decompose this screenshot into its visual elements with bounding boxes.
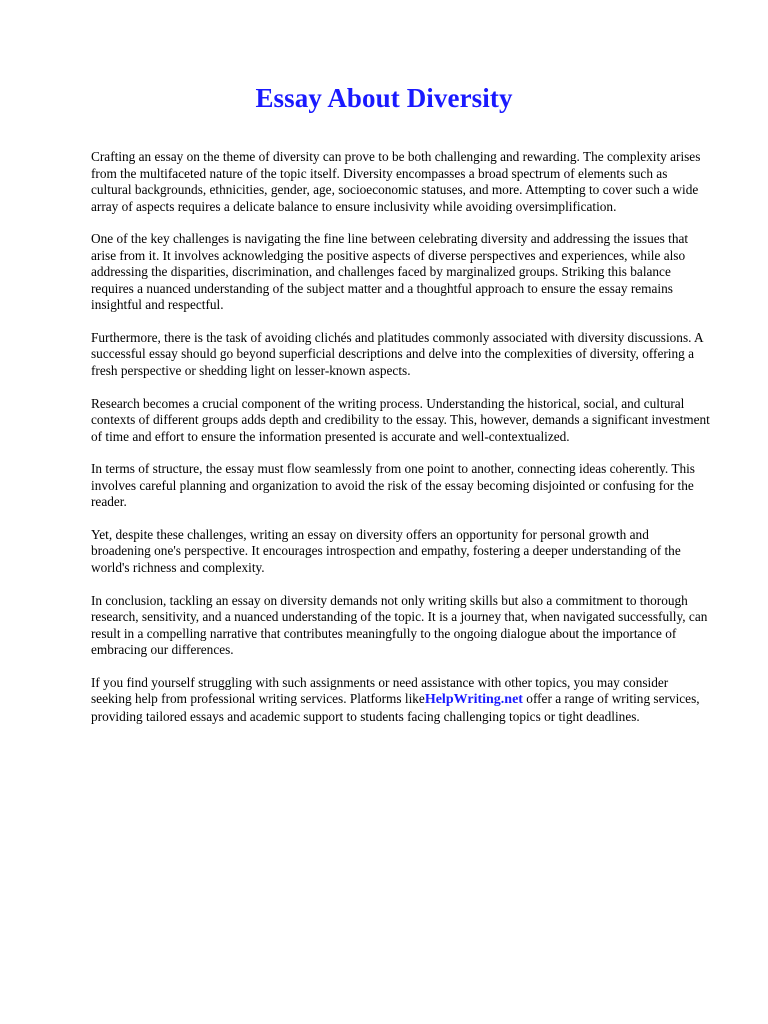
helpwriting-link[interactable]: HelpWriting.net [424,692,523,708]
paragraph-closing [91,675,711,726]
closing-text-before-link: If you find yourself struggling with such assignments or need assistance with other topics, you may consider seeking help from professional writing services. Platforms like [91,674,669,707]
document-title: Essay About Diversity [255,83,513,113]
paragraph-5: In terms of structure, the essay must flow seamlessly from one point to another, connecting ideas coherently. This involves careful planning and organization to avoid the risk of the essay becoming disjointed or confusing for the reader. [91,461,695,510]
paragraph-4: Research becomes a crucial component of the writing process. Understanding the historical, social, and cultural contexts of different groups adds depth and credibility to the essay. This, however, demands a significant investment of time and effort to ensure the information presented is accurate and well-contextualized. [91,395,710,444]
paragraph-2: One of the key challenges is navigating the fine line between celebrating diversity and addressing the issues that arise from it. It involves acknowledging the positive aspects of diverse perspectives and experiences, while also addressing the disparities, discrimination, and challenges faced by marginalized groups. Striking this balance requires a nuanced understanding of the subject matter and a thoughtful approach to ensure the essay remains insightful and respectful. [91,231,689,313]
paragraph-7: In conclusion, tackling an essay on diversity demands not only writing skills but also a commitment to thorough research, sensitivity, and a nuanced understanding of the topic. It is a journey that, when navigated successfully, can result in a compelling narrative that contributes meaningfully to the ongoing dialogue about the importance of embracing our differences. [91,592,708,658]
paragraph-3: Furthermore, there is the task of avoiding clichés and platitudes commonly associated with diversity discussions. A successful essay should go beyond superficial descriptions and delve into the complexities of diversity, offering a fresh perspective or shedding light on lesser-known aspects. [91,329,703,378]
paragraph-1: Crafting an essay on the theme of diversity can prove to be both challenging and rewarding. The complexity arises from the multifaceted nature of the topic itself. Diversity encompasses a broad spectrum of elements such as cultural backgrounds, ethnicities, gender, age, socioeconomic statuses, and more. Attempting to cover such a wide array of aspects requires a delicate balance to ensure inclusivity while avoiding oversimplification. [91,149,701,214]
closing-text-after-link: offer a range of writing services, providing tailored essays and academic support to students facing challenging topics or tight deadlines. [91,691,700,724]
document-body [91,149,711,725]
paragraph-6: Yet, despite these challenges, writing an essay on diversity offers an opportunity for personal growth and broadening one's perspective. It encourages introspection and empathy, fostering a deeper understanding of the world's richness and complexity. [91,526,681,575]
